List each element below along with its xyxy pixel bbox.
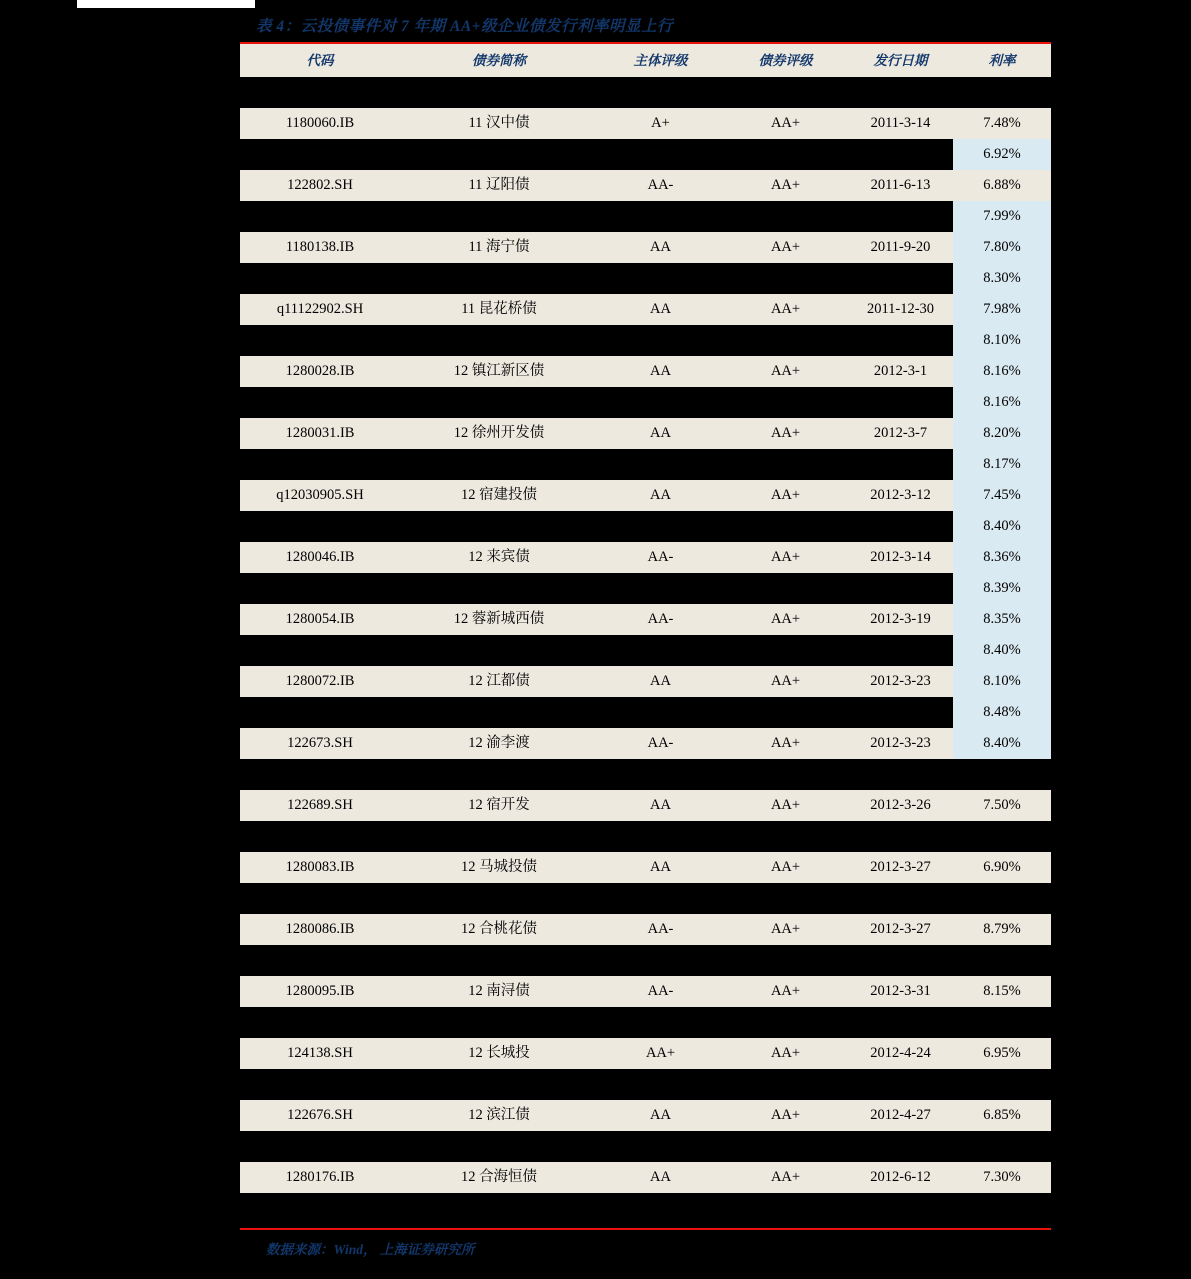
cell-issue-date: 2012-3-12 (870, 487, 931, 503)
cell-issuer-rating: AA (650, 301, 671, 317)
cell-issue-date: 2012-3-27 (870, 921, 931, 937)
gap-filler (400, 511, 598, 542)
table-gap-row (240, 449, 1051, 480)
gap-filler (848, 759, 953, 790)
gap-filler (240, 1007, 400, 1038)
cell-rate: 8.35% (953, 604, 1051, 635)
gap-filler (848, 945, 953, 976)
table-gap-row (240, 201, 1051, 232)
column-header-code: 代码 (306, 53, 334, 68)
cell-issue-date: 2011-6-13 (870, 177, 931, 193)
cell-code: 1280046.IB (285, 549, 355, 565)
gap-filler (723, 1007, 848, 1038)
cell-issue-date: 2012-3-19 (870, 611, 931, 627)
cell-bond-name: 12 合海恒债 (460, 1169, 538, 1185)
gap-filler (598, 945, 723, 976)
cell-issuer-rating: AA (650, 797, 671, 813)
cell-bond-name: 12 马城投债 (460, 859, 538, 875)
gap-filler (723, 821, 848, 852)
table-row[interactable] (240, 108, 1051, 139)
cell-bond-rating: AA+ (770, 611, 801, 627)
table-row[interactable] (240, 728, 1051, 759)
column-header-bond-rating: 债券评级 (758, 53, 813, 68)
gap-rate-value (953, 821, 1051, 852)
cell-issue-date: 2012-3-7 (873, 425, 928, 441)
gap-filler (598, 1007, 723, 1038)
cell-bond-rating: AA+ (770, 487, 801, 503)
gap-filler (598, 697, 723, 728)
gap-filler (598, 263, 723, 294)
cell-code: 122689.SH (287, 797, 353, 813)
cell-bond-name: 12 南浔债 (468, 983, 530, 999)
gap-filler (848, 77, 953, 108)
cell-issuer-rating: AA- (647, 735, 674, 751)
table-gap-row (240, 263, 1051, 294)
gap-filler (240, 821, 400, 852)
cell-code: 1280086.IB (285, 921, 355, 937)
gap-filler (723, 449, 848, 480)
gap-filler (723, 1069, 848, 1100)
cell-code: 1280072.IB (285, 673, 355, 689)
gap-filler (400, 1131, 598, 1162)
cell-issuer-rating: AA (650, 487, 671, 503)
gap-filler (400, 77, 598, 108)
cell-bond-name: 12 渝李渡 (468, 735, 530, 751)
cell-code: 1280054.IB (285, 611, 355, 627)
table-row[interactable] (240, 666, 1051, 697)
gap-filler (848, 697, 953, 728)
gap-filler (400, 387, 598, 418)
gap-filler (848, 1131, 953, 1162)
cell-bond-name: 12 镇江新区债 (453, 363, 545, 379)
gap-filler (240, 387, 400, 418)
cell-rate: 6.88% (983, 177, 1021, 193)
cell-bond-name: 12 徐州开发债 (453, 425, 545, 441)
gap-filler (400, 697, 598, 728)
cell-bond-rating: AA+ (770, 1107, 801, 1123)
gap-rate-value: 6.92% (953, 139, 1051, 170)
cell-rate: 8.15% (983, 983, 1021, 999)
gap-filler (598, 1131, 723, 1162)
cell-bond-rating: AA+ (770, 735, 801, 751)
table-row[interactable] (240, 976, 1051, 1007)
gap-rate-value (953, 759, 1051, 790)
gap-rate-value: 8.40% (953, 511, 1051, 542)
gap-filler (723, 263, 848, 294)
bond-issuance-table (240, 42, 1051, 1193)
gap-filler (848, 573, 953, 604)
cell-bond-rating: AA+ (770, 673, 801, 689)
gap-filler (400, 1007, 598, 1038)
table-gap-row (240, 883, 1051, 914)
gap-rate-value: 8.40% (953, 635, 1051, 666)
gap-filler (400, 759, 598, 790)
gap-filler (848, 325, 953, 356)
table-row[interactable] (240, 914, 1051, 945)
gap-filler (400, 573, 598, 604)
cell-issue-date: 2012-3-23 (870, 735, 931, 751)
cell-bond-rating: AA+ (770, 1169, 801, 1185)
gap-filler (240, 449, 400, 480)
table-body (240, 77, 1051, 1193)
cell-issuer-rating: A+ (651, 115, 670, 131)
gap-filler (240, 635, 400, 666)
gap-filler (598, 387, 723, 418)
table-bottom-rule (240, 1228, 1051, 1230)
gap-filler (723, 945, 848, 976)
gap-filler (400, 263, 598, 294)
gap-rate-value: 8.10% (953, 325, 1051, 356)
cell-bond-name: 12 宿建投债 (460, 487, 538, 503)
column-header-rate: 利率 (988, 53, 1016, 68)
gap-filler (848, 387, 953, 418)
gap-filler (240, 759, 400, 790)
gap-filler (240, 945, 400, 976)
table-row[interactable] (240, 418, 1051, 449)
cell-code: 1180060.IB (285, 115, 355, 131)
source-note: 数据来源：Wind， 上海证券研究所 (266, 1242, 475, 1257)
cell-rate: 8.16% (953, 356, 1051, 387)
gap-filler (723, 511, 848, 542)
cell-code: 1280083.IB (285, 859, 355, 875)
table-gap-row (240, 1007, 1051, 1038)
table-row[interactable] (240, 790, 1051, 821)
cell-issuer-rating: AA+ (645, 1045, 676, 1061)
gap-filler (598, 821, 723, 852)
gap-filler (723, 201, 848, 232)
table-gap-row (240, 325, 1051, 356)
cell-bond-rating: AA+ (770, 921, 801, 937)
table-row[interactable] (240, 542, 1051, 573)
gap-filler (400, 139, 598, 170)
gap-filler (400, 635, 598, 666)
gap-filler (240, 77, 400, 108)
gap-filler (723, 573, 848, 604)
gap-filler (240, 139, 400, 170)
gap-rate-value (953, 1007, 1051, 1038)
gap-filler (598, 139, 723, 170)
cell-rate: 8.20% (953, 418, 1051, 449)
cell-issue-date: 2012-4-27 (870, 1107, 931, 1123)
cell-issue-date: 2012-3-14 (870, 549, 931, 565)
table-gap-row (240, 573, 1051, 604)
cell-bond-rating: AA+ (770, 301, 801, 317)
cell-rate: 8.10% (953, 666, 1051, 697)
cell-bond-rating: AA+ (770, 797, 801, 813)
cell-issuer-rating: AA (650, 1169, 671, 1185)
cell-issuer-rating: AA (650, 363, 671, 379)
cell-issuer-rating: AA- (647, 983, 674, 999)
cell-rate: 8.36% (953, 542, 1051, 573)
cell-issuer-rating: AA- (647, 177, 674, 193)
table-gap-row (240, 945, 1051, 976)
cell-rate: 8.40% (953, 728, 1051, 759)
cell-code: 122802.SH (287, 177, 353, 193)
gap-rate-value (953, 883, 1051, 914)
table-row[interactable] (240, 232, 1051, 263)
gap-filler (598, 77, 723, 108)
cell-bond-name: 12 江都债 (468, 673, 530, 689)
gap-filler (723, 325, 848, 356)
cell-issue-date: 2012-3-23 (870, 673, 931, 689)
cell-issue-date: 2012-3-27 (870, 859, 931, 875)
column-header-issue-date: 发行日期 (873, 53, 928, 68)
cell-issue-date: 2012-3-1 (873, 363, 928, 379)
gap-rate-value (953, 945, 1051, 976)
cell-bond-rating: AA+ (770, 177, 801, 193)
table-row[interactable] (240, 1162, 1051, 1193)
cell-rate: 7.50% (983, 797, 1021, 813)
gap-rate-value (953, 1069, 1051, 1100)
cell-code: q11122902.SH (276, 301, 364, 317)
cell-issuer-rating: AA (650, 239, 671, 255)
cell-bond-name: 11 昆花桥债 (461, 301, 537, 317)
cell-issue-date: 2011-12-30 (866, 301, 935, 317)
cell-code: 122676.SH (287, 1107, 353, 1123)
gap-filler (598, 759, 723, 790)
gap-filler (848, 201, 953, 232)
cell-bond-rating: AA+ (770, 239, 801, 255)
cell-rate: 8.79% (983, 921, 1021, 937)
column-header-bond-name: 债券简称 (472, 53, 526, 68)
gap-rate-value: 8.39% (953, 573, 1051, 604)
gap-filler (723, 139, 848, 170)
cell-rate: 7.98% (953, 294, 1051, 325)
gap-filler (240, 573, 400, 604)
gap-filler (723, 387, 848, 418)
cell-issuer-rating: AA (650, 425, 671, 441)
gap-filler (598, 511, 723, 542)
cell-rate: 6.90% (983, 859, 1021, 875)
cell-issuer-rating: AA- (647, 611, 674, 627)
gap-filler (848, 1069, 953, 1100)
gap-filler (723, 759, 848, 790)
cell-code: 1280095.IB (285, 983, 355, 999)
cell-issuer-rating: AA (650, 1107, 671, 1123)
gap-filler (848, 263, 953, 294)
gap-filler (598, 635, 723, 666)
gap-filler (848, 511, 953, 542)
table-gap-row (240, 635, 1051, 666)
gap-rate-value: 8.30% (953, 263, 1051, 294)
cell-rate: 7.30% (983, 1169, 1021, 1185)
cell-issue-date: 2012-6-12 (870, 1169, 931, 1185)
table-row[interactable] (240, 356, 1051, 387)
gap-filler (598, 449, 723, 480)
gap-filler (848, 139, 953, 170)
table-row[interactable] (240, 852, 1051, 883)
table-row[interactable] (240, 1038, 1051, 1069)
table-gap-row (240, 139, 1051, 170)
cell-rate: 7.45% (953, 480, 1051, 511)
table-header-row (240, 44, 1051, 77)
gap-filler (400, 821, 598, 852)
cell-issuer-rating: AA (650, 673, 671, 689)
cell-code: 1180138.IB (285, 239, 355, 255)
gap-filler (400, 201, 598, 232)
table-gap-row (240, 77, 1051, 108)
cell-bond-rating: AA+ (770, 363, 801, 379)
gap-filler (400, 945, 598, 976)
gap-filler (400, 325, 598, 356)
gap-filler (240, 511, 400, 542)
gap-filler (240, 883, 400, 914)
table-gap-row (240, 1131, 1051, 1162)
cell-issue-date: 2011-3-14 (870, 115, 931, 131)
cell-code: 1280028.IB (285, 363, 355, 379)
cell-code: 122673.SH (287, 735, 353, 751)
cell-bond-name: 11 海宁债 (468, 239, 530, 255)
gap-filler (240, 263, 400, 294)
gap-filler (723, 635, 848, 666)
cell-bond-rating: AA+ (770, 983, 801, 999)
table-row[interactable] (240, 480, 1051, 511)
cell-rate: 7.48% (983, 115, 1021, 131)
cell-bond-name: 11 汉中债 (468, 115, 530, 131)
gap-filler (723, 883, 848, 914)
gap-rate-value: 8.16% (953, 387, 1051, 418)
gap-filler (848, 449, 953, 480)
gap-filler (723, 697, 848, 728)
gap-rate-value (953, 1131, 1051, 1162)
cell-bond-name: 12 宿开发 (468, 797, 530, 813)
cell-bond-rating: AA+ (770, 115, 801, 131)
cell-bond-rating: AA+ (770, 1045, 801, 1061)
table-gap-row (240, 759, 1051, 790)
cell-issuer-rating: AA (650, 859, 671, 875)
gap-filler (598, 1069, 723, 1100)
table-gap-row (240, 511, 1051, 542)
table-gap-row (240, 1069, 1051, 1100)
cell-bond-rating: AA+ (770, 859, 801, 875)
cell-issuer-rating: AA- (647, 921, 674, 937)
gap-rate-value: 7.99% (953, 201, 1051, 232)
table-gap-row (240, 697, 1051, 728)
cell-issue-date: 2012-3-26 (870, 797, 931, 813)
column-header-issuer-rating: 主体评级 (633, 53, 688, 68)
gap-filler (723, 77, 848, 108)
cell-bond-name: 12 长城投 (468, 1045, 530, 1061)
cell-bond-name: 12 滨江债 (468, 1107, 530, 1123)
gap-filler (400, 1069, 598, 1100)
table-row[interactable] (240, 1100, 1051, 1131)
gap-filler (848, 1007, 953, 1038)
table-gap-row (240, 387, 1051, 418)
gap-filler (598, 201, 723, 232)
gap-filler (240, 697, 400, 728)
table-row[interactable] (240, 294, 1051, 325)
cell-rate: 7.80% (953, 232, 1051, 263)
gap-filler (400, 449, 598, 480)
gap-filler (848, 883, 953, 914)
gap-filler (598, 573, 723, 604)
gap-filler (598, 325, 723, 356)
cell-bond-rating: AA+ (770, 425, 801, 441)
cell-code: 1280176.IB (285, 1169, 355, 1185)
table-title: 表 4：云投债事件对 7 年期 AA+级企业债发行利率明显上行 (256, 18, 674, 35)
table-gap-row (240, 821, 1051, 852)
gap-rate-value: 8.48% (953, 697, 1051, 728)
cell-bond-name: 12 蓉新城西债 (453, 611, 545, 627)
cell-issuer-rating: AA- (647, 549, 674, 565)
cell-code: 124138.SH (287, 1045, 353, 1061)
cell-bond-name: 11 辽阳债 (468, 177, 530, 193)
gap-filler (240, 325, 400, 356)
cell-bond-rating: AA+ (770, 549, 801, 565)
cell-bond-name: 12 来宾债 (468, 549, 530, 565)
gap-filler (240, 1131, 400, 1162)
cell-issue-date: 2011-9-20 (870, 239, 931, 255)
cell-code: q12030905.SH (276, 487, 364, 503)
gap-rate-value: 8.17% (953, 449, 1051, 480)
gap-filler (848, 821, 953, 852)
gap-filler (400, 883, 598, 914)
gap-filler (723, 1131, 848, 1162)
cell-rate: 6.95% (983, 1045, 1021, 1061)
table-row[interactable] (240, 604, 1051, 635)
gap-filler (848, 635, 953, 666)
cell-issue-date: 2012-3-31 (870, 983, 931, 999)
gap-filler (240, 201, 400, 232)
cell-code: 1280031.IB (285, 425, 355, 441)
top-white-strip (77, 0, 255, 8)
table-row[interactable] (240, 170, 1051, 201)
gap-rate-value (953, 77, 1051, 108)
cell-bond-name: 12 合桃花债 (460, 921, 538, 937)
gap-filler (240, 1069, 400, 1100)
cell-rate: 6.85% (983, 1107, 1021, 1123)
gap-filler (598, 883, 723, 914)
cell-issue-date: 2012-4-24 (870, 1045, 931, 1061)
